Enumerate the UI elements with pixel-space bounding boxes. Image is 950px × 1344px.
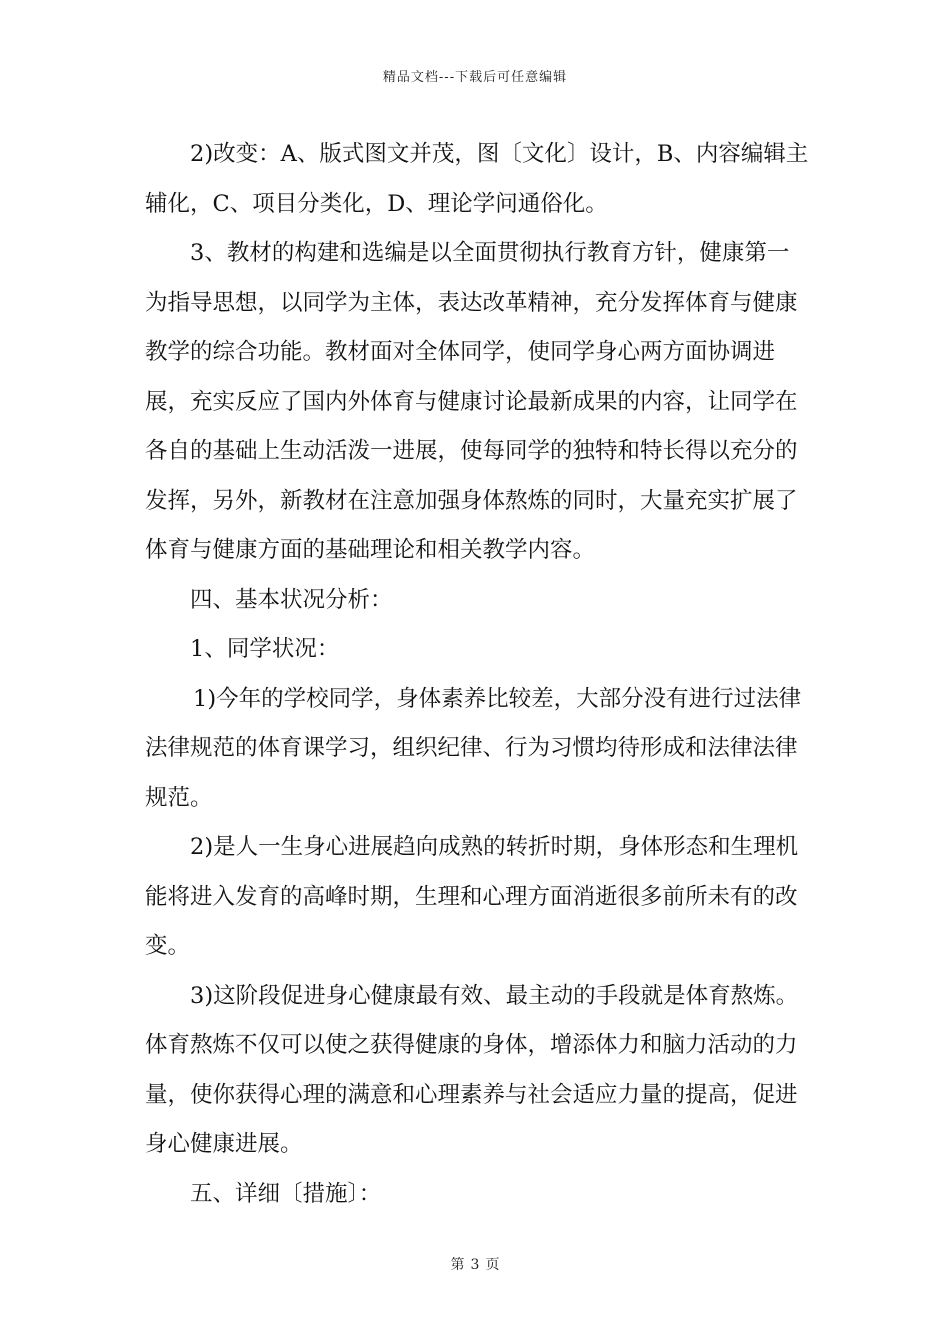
page-header: 精品文档---下载后可任意编辑 bbox=[382, 70, 568, 85]
document-body bbox=[145, 130, 810, 1219]
section-heading-basic-analysis: 四、基本状况分析： bbox=[190, 586, 393, 613]
paragraph-point-2: 2)是人一生身心进展趋向成熟的转折时期，身体形态和生理机能将进入发育的高峰时期，生理和心理方面消逝很多前所未有的改变。 bbox=[145, 834, 799, 959]
paragraph-point-3: 3)这阶段促进身心健康最有效、最主动的手段就是体育熬炼。体育熬炼不仅可以使之获得健康的身体，增添体力和脑力活动的力量，使你获得心理的满意和心理素养与社会适应力量的提高，促进身心健康进展。 bbox=[145, 982, 799, 1157]
paragraph-point-1: 1)今年的学校同学，身体素养比较差，大部分没有进行过法律法律规范的体育课学习，组织纪律、行为习惯均待形成和法律法律规范。 bbox=[145, 685, 802, 811]
paragraph-change: 2)改变：A、版式图文并茂，图〔文化〕设计，B、内容编辑主辅化，C、项目分类化，D、理论学问通俗化。 bbox=[145, 141, 809, 217]
page-label-prefix: 第 bbox=[450, 1257, 465, 1273]
paragraph-textbook: 3、教材的构建和选编是以全面贯彻执行教育方针，健康第一为指导思想，以同学为主体，表达改革精神，充分发挥体育与健康教学的综合功能。教材面对全体同学，使同学身心两方面协调进展，充实反应了国内外体育与健康讨论最新成果的内容，让同学在各自的基础上生动活泼一进展，使每同学的独特和特长得以充分的发挥，另外，新教材在注意加强身体熬炼的同时，大量充实扩展了体育与健康方面的基础理论和相关教学内容。 bbox=[145, 240, 798, 563]
page-number: 3 bbox=[470, 1257, 480, 1273]
subheading-student-situation: 1、同学状况： bbox=[190, 636, 340, 662]
section-heading-measures: 五、详细〔措施〕： bbox=[190, 1180, 382, 1207]
page-footer bbox=[0, 1254, 950, 1274]
page-label-suffix: 页 bbox=[485, 1257, 500, 1273]
